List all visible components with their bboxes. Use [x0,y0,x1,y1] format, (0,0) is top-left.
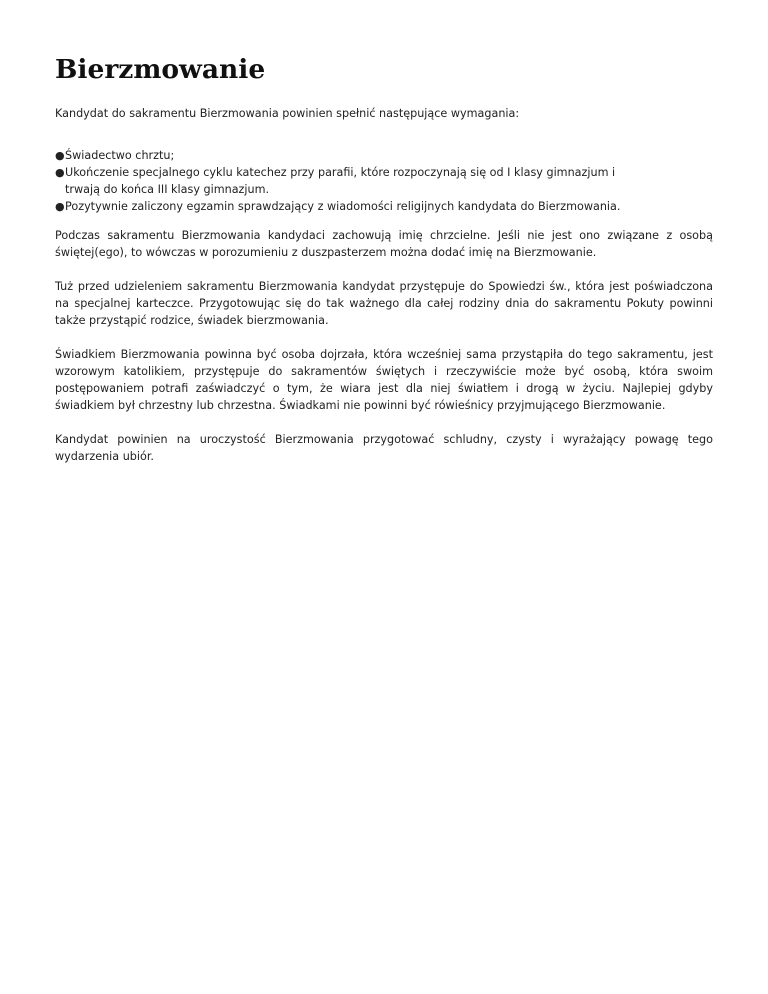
list-item [55,147,645,164]
paragraph-confession: Tuż przed udzieleniem sakramentu Bierzmowania kandydat przystępuje do Spowiedzi św., która jest poświadczona na specjalnej karteczce. Przygotowując się do tak ważnego dla całej rodziny dnia do sakramentu Pokuty powinni także przystąpić rodzice, świadek bierzmowania. [55,280,713,327]
paragraph-attire: Kandydat powinien na uroczystość Bierzmowania przygotować schludny, czysty i wyrażający powagę tego wydarzenia ubiór. [55,433,713,463]
bullet-icon: ● [55,200,65,213]
list-item-text: Pozytywnie zaliczony egzamin sprawdzający z wiadomości religijnych kandydata do Bierzmowania. [65,200,621,213]
requirements-list [55,147,713,215]
list-item [55,198,645,215]
list-item-text: Świadectwo chrztu; [65,149,175,162]
list-item-text: Ukończenie specjalnego cyklu katechez przy parafii, które rozpoczynają się od I klasy gimnazjum i trwają do końca III klasy gimnazjum. [65,166,616,196]
paragraph-sponsor: Świadkiem Bierzmowania powinna być osoba dojrzała, która wcześniej sama przystąpiła do tego sakramentu, jest wzorowym katolikiem, przystępuje do sakramentów świętych i rzeczywiście może być osobą, która swoim postępowaniem potrafi zaświadczyć o tym, że wiara jest dla niej światłem i drogą w życiu. Najlepiej gdyby świadkiem był chrzestny lub chrzestna. Świadkami nie powinni być rówieśnicy przyjmującego Bierzmowanie. [55,348,713,412]
paragraph-confirmation-name: Podczas sakramentu Bierzmowania kandydaci zachowują imię chrzcielne. Jeśli nie jest ono związane z osobą świętej(ego), to wówczas w porozumieniu z duszpasterzem można dodać imię na Bierzmowanie. [55,229,713,259]
bullet-icon: ● [55,166,65,179]
list-item [55,164,645,198]
document-page [55,0,713,465]
bullet-icon: ● [55,149,65,162]
intro-text: Kandydat do sakramentu Bierzmowania powinien spełnić następujące wymagania: [55,107,520,120]
page-title: Bierzmowanie [55,54,266,85]
